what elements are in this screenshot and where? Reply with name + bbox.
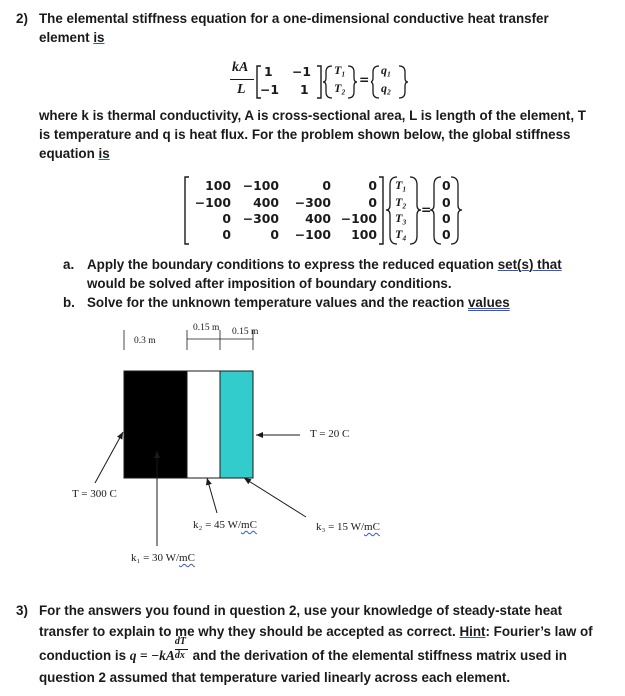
wall-section-2	[187, 371, 220, 478]
global-matrix-cell: −100	[194, 195, 231, 210]
part-b-text: Solve for the unknown temperature values and the reaction	[87, 295, 468, 310]
part-a-that: that	[533, 257, 562, 272]
global-matrix-cell: 0	[368, 178, 377, 193]
dim-label-1: 0.3 m	[134, 336, 156, 346]
q3-line2-rest: : Fourier’s law of	[485, 624, 593, 639]
t-right-label: T = 20 C	[310, 428, 350, 440]
k2-arrow	[207, 478, 217, 513]
q3-number: 3)	[16, 603, 28, 618]
q2-line2-text: element	[39, 30, 94, 45]
q3-line2-text: transfer to explain to me why they should be accepted as correct.	[39, 624, 460, 639]
q3-hint: Hint	[459, 624, 486, 639]
dim-label-2: 0.15 m	[193, 323, 220, 333]
part-a-line1	[87, 255, 562, 275]
rhs-vector-entry: 0	[442, 211, 451, 226]
global-matrix-right-bracket	[379, 177, 383, 244]
rhs-vector-entry: 0	[442, 178, 451, 193]
global-matrix-cell: 0	[368, 195, 377, 210]
temperature-vector-entry: T₄	[395, 227, 407, 241]
global-matrix-cell: 100	[351, 227, 377, 242]
composite-wall-figure	[0, 320, 625, 580]
part-b-line	[87, 293, 510, 313]
q2-where-line2: is temperature and q is heat flux. For the problem shown below, the global stiffness	[39, 127, 571, 142]
k1-label-text: k₁ = 30 W/	[131, 552, 180, 564]
q3-line2	[39, 622, 593, 642]
q-vector-left-brace	[371, 66, 379, 98]
t-left-label: T = 300 C	[72, 488, 117, 500]
part-a-line2: would be solved after imposition of boundary conditions.	[87, 276, 452, 291]
fourier-numerator: dT	[174, 636, 187, 647]
global-matrix-cell: 400	[305, 211, 331, 226]
q2-line2	[39, 28, 105, 48]
t-vector-left-brace	[323, 66, 332, 98]
q3-line3-text: conduction is	[39, 648, 130, 663]
k1-label-unit: mC	[179, 552, 195, 564]
rhs-vector-entry: 0	[442, 195, 451, 210]
m12: −1	[292, 64, 312, 79]
wall-section-3	[220, 371, 253, 478]
q3-line1: For the answers you found in question 2, use your knowledge of steady-state heat	[39, 603, 563, 618]
fourier-fraction	[174, 636, 189, 661]
global-matrix-cell: 0	[270, 227, 279, 242]
q3-line3-rest: and the derivation of the elemental stiffness matrix used in	[188, 648, 567, 663]
part-a-sets: set(s)	[497, 257, 534, 272]
m22: 1	[300, 82, 309, 97]
matrix-right-bracket	[317, 66, 321, 98]
global-matrix-cell: −100	[294, 227, 331, 242]
global-matrix-cell: 0	[322, 178, 331, 193]
part-b-label: b.	[63, 295, 75, 310]
q-vector-right-brace	[399, 66, 408, 98]
q2: q₂	[381, 81, 392, 95]
t2: T₂	[334, 81, 346, 95]
temperature-vector-entry: T₃	[395, 211, 407, 225]
k3-label-unit: mC	[364, 521, 380, 533]
k3-arrow	[244, 478, 306, 517]
q2-where-line3-text: equation	[39, 146, 99, 161]
global-matrix-cell: 100	[205, 178, 231, 193]
k2-label-text: k₂ = 45 W/	[193, 519, 242, 531]
rhs-vector-left-brace	[430, 177, 441, 244]
q2-where-line3	[39, 144, 110, 164]
figure-drawing	[0, 320, 625, 580]
coef-numerator: kA	[232, 60, 249, 75]
equals-sign: =	[359, 72, 370, 87]
t-left-arrow	[95, 432, 123, 483]
q3-line4: question 2 assumed that temperature varied linearly across each element.	[39, 670, 511, 685]
k1-label	[131, 552, 195, 564]
k2-label-unit: mC	[241, 519, 257, 531]
k3-label-text: k₃ = 15 W/	[316, 521, 365, 533]
q1: q₁	[381, 63, 392, 77]
q2-number: 2)	[16, 11, 28, 26]
global-matrix-cell: 400	[253, 195, 279, 210]
local-stiffness-equation	[228, 58, 408, 104]
rhs-vector-entry: 0	[442, 227, 451, 242]
global-stiffness-equation	[183, 176, 463, 246]
part-a-label: a.	[63, 257, 75, 272]
part-b-values: values	[467, 295, 510, 310]
q2-where-line1: where k is thermal conductivity, A is cross-sectional area, L is length of the element, T	[39, 108, 586, 123]
global-matrix-cell: 0	[222, 211, 231, 226]
temp-vector-right-brace	[410, 177, 421, 244]
q2-line1: The elemental stiffness equation for a one-dimensional conductive heat transfer	[39, 11, 549, 26]
fourier-formula: q = −kA	[129, 648, 175, 663]
m21: −1	[260, 82, 280, 97]
m11: 1	[264, 64, 273, 79]
global-matrix-cell: −300	[242, 211, 279, 226]
fourier-denominator: dx	[174, 650, 185, 661]
q3-line3	[39, 636, 567, 666]
global-matrix-cell: −100	[242, 178, 279, 193]
t1: T₁	[334, 63, 346, 77]
temperature-vector-entry: T₁	[395, 178, 407, 192]
wall-section-1	[124, 371, 187, 478]
q2-where-line3-is: is	[98, 146, 110, 161]
k2-label	[193, 519, 257, 531]
global-matrix-cell: 0	[222, 227, 231, 242]
global-equals-sign: =	[421, 202, 432, 217]
rhs-vector-right-brace	[451, 177, 462, 244]
coef-denominator: L	[237, 82, 246, 97]
q2-line2-is: is	[93, 30, 105, 45]
part-a-line1-text: Apply the boundary conditions to express the reduced equation	[87, 257, 498, 272]
t-vector-right-brace	[348, 66, 357, 98]
temperature-vector-entry: T₂	[395, 195, 407, 209]
fraction-bar	[230, 79, 254, 80]
dim-label-3: 0.15 m	[232, 327, 259, 337]
k3-label	[316, 521, 380, 533]
global-matrix-cell: −100	[340, 211, 377, 226]
global-matrix-cell: −300	[294, 195, 331, 210]
